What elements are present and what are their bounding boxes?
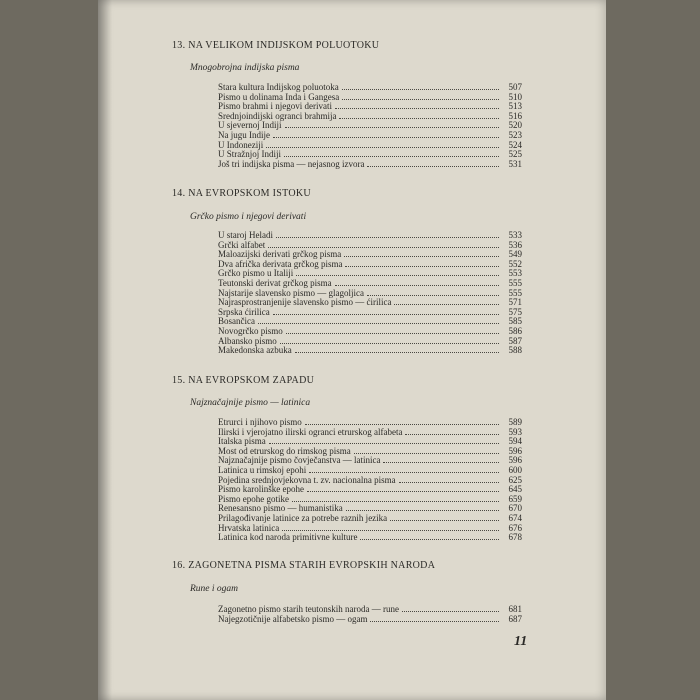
dot-leader xyxy=(292,495,499,502)
chapter-heading: 15. NA EVROPSKOM ZAPADU xyxy=(172,375,315,386)
toc-entry-title: Most od etrurskog do rimskog pisma xyxy=(218,445,351,456)
toc-entry-page: 510 xyxy=(508,91,522,102)
dot-leader xyxy=(367,160,499,167)
toc-entry-page: 687 xyxy=(508,613,522,624)
toc-entry-title: Renesansno pismo — humanistika xyxy=(218,503,343,514)
dot-leader xyxy=(402,605,499,612)
toc-entry-title: U sjevernoj Indiji xyxy=(218,120,282,131)
toc-entry-title: Italska pisma xyxy=(218,436,266,447)
dot-leader xyxy=(284,150,499,157)
toc-entry-page: 533 xyxy=(508,230,522,240)
dot-leader xyxy=(399,476,499,483)
toc-entry-title: Dva afrička derivata grčkog pisma xyxy=(218,258,343,269)
toc-entry-page: 520 xyxy=(508,120,522,131)
toc-entry-page: 681 xyxy=(508,604,522,614)
toc-entry-list xyxy=(218,605,522,624)
toc-entry-page: 596 xyxy=(508,455,522,466)
dot-leader xyxy=(282,524,499,531)
toc-entry-page: 513 xyxy=(508,101,522,112)
toc-entry xyxy=(218,131,522,141)
chapter-subtitle: Mnogobrojna indijska pisma xyxy=(190,63,300,73)
toc-entry-page: 552 xyxy=(508,258,522,269)
dot-leader xyxy=(258,317,499,324)
dot-leader xyxy=(307,485,499,492)
toc-entry-page: 575 xyxy=(508,306,522,317)
toc-entry-title: Grčki alfabet xyxy=(218,239,266,250)
dot-leader xyxy=(339,112,499,119)
toc-entry-page: 587 xyxy=(508,335,522,346)
toc-entry-page: 594 xyxy=(508,436,522,447)
dot-leader xyxy=(286,327,499,334)
toc-entry-title: Najstarije slavensko pismo — glagoljica xyxy=(218,287,364,298)
dot-leader xyxy=(269,437,499,444)
toc-entry xyxy=(218,615,522,625)
toc-entry-title: Najznačajnije pismo čovječanstva — latinica xyxy=(218,455,381,466)
toc-entry-page: 678 xyxy=(508,532,522,543)
dot-leader xyxy=(335,279,499,286)
dot-leader xyxy=(370,615,499,622)
toc-entry-title: Pismo epohe gotike xyxy=(218,493,289,504)
dot-leader xyxy=(268,241,499,248)
toc-entry-title: Zagonetno pismo starih teutonskih naroda — rune xyxy=(218,604,399,614)
toc-entry-title: Najrasprostranjenije slavensko pismo — ćirilica xyxy=(218,297,392,308)
toc-entry-title: Novogrčko pismo xyxy=(218,325,283,336)
dot-leader xyxy=(273,308,499,315)
toc-entry-title: Prilagođivanje latinice za potrebe raznih jezika xyxy=(218,512,388,523)
toc-entry-page: 600 xyxy=(508,464,522,475)
dot-leader xyxy=(266,141,499,148)
dot-leader xyxy=(344,250,499,257)
dot-leader xyxy=(354,447,499,454)
toc-entry-page: 625 xyxy=(508,474,522,485)
page-number: 11 xyxy=(514,634,528,649)
dot-leader xyxy=(285,121,500,128)
toc-entry-page: 536 xyxy=(508,239,522,250)
toc-entry-page: 524 xyxy=(508,139,522,150)
toc-entry-title: U staroj Heladi xyxy=(218,230,273,240)
toc-entry-page: 585 xyxy=(508,316,522,327)
toc-entry-page: 674 xyxy=(508,512,522,523)
toc-entry-list xyxy=(218,418,522,543)
toc-entry-title: Stara kultura Indijskog poluotoka xyxy=(218,82,339,92)
dot-leader xyxy=(335,102,499,109)
toc-entry-title: Teutonski derivat grčkog pisma xyxy=(218,277,332,288)
toc-entry-page: 586 xyxy=(508,325,522,336)
dot-leader xyxy=(280,337,499,344)
toc-entry-page: 589 xyxy=(508,417,522,427)
toc-entry-title: Pismo brahmi i njegovi derivati xyxy=(218,101,332,112)
toc-entry-title: Još tri indijska pisma — nejasnog izvora xyxy=(218,158,365,169)
dot-leader xyxy=(295,346,499,353)
toc-entry-page: 525 xyxy=(508,149,522,160)
toc-entry-page: 531 xyxy=(508,158,522,169)
toc-entry-page: 596 xyxy=(508,445,522,456)
chapter-heading: 16. ZAGONETNA PISMA STARIH EVROPSKIH NARODA xyxy=(172,560,436,571)
chapter-subtitle: Najznačajnije pismo — latinica xyxy=(190,398,311,408)
toc-entry-page: 659 xyxy=(508,493,522,504)
toc-entry-title: Latinica u rimskoj epohi xyxy=(218,464,307,475)
toc-entry-page: 645 xyxy=(508,484,522,495)
toc-entry-title: Pojedina srednjovjekovna t. zv. nacionalna pisma xyxy=(218,474,396,485)
toc-entry-page: 553 xyxy=(508,268,522,279)
dot-leader xyxy=(309,466,499,473)
dot-leader xyxy=(342,93,499,100)
chapter-subtitle: Grčko pismo i njegovi derivati xyxy=(190,212,307,222)
toc-entry-title: Albansko pismo xyxy=(218,335,277,346)
dot-leader xyxy=(390,514,499,521)
dot-leader xyxy=(296,269,499,276)
toc-entry-title: Hrvatska latinica xyxy=(218,522,280,533)
toc-entry-list xyxy=(218,231,522,356)
dot-leader xyxy=(276,231,499,238)
toc-entry-page: 507 xyxy=(508,82,522,92)
toc-entry xyxy=(218,160,522,170)
toc-entry-page: 588 xyxy=(508,345,522,356)
dot-leader xyxy=(345,260,499,267)
book-page xyxy=(98,0,606,700)
toc-entry xyxy=(218,346,522,356)
toc-entry-title: Grčko pismo u Italiji xyxy=(218,268,294,279)
toc-entry-list xyxy=(218,83,522,169)
toc-entry-page: 571 xyxy=(508,297,522,308)
toc-entry-title: Najegzotičnije alfabetsko pismo — ogam xyxy=(218,613,368,624)
dot-leader xyxy=(405,428,499,435)
dot-leader xyxy=(346,504,499,511)
toc-entry-page: 670 xyxy=(508,503,522,514)
toc-entry-title: Latinica kod naroda primitivne kulture xyxy=(218,532,358,543)
toc-entry-page: 555 xyxy=(508,277,522,288)
toc-entry-page: 555 xyxy=(508,287,522,298)
toc-entry-title: Srpska ćirilica xyxy=(218,306,270,317)
toc-entry-title: Pismo karolinške epohe xyxy=(218,484,304,495)
dot-leader xyxy=(305,418,499,425)
dot-leader xyxy=(394,298,499,305)
toc-entry-title: Srednjoindijski ogranci brahmija xyxy=(218,110,337,121)
toc-entry-page: 516 xyxy=(508,110,522,121)
toc-entry-title: U Stražnjoj Indiji xyxy=(218,149,281,160)
toc-entry-title: U Indoneziji xyxy=(218,139,264,150)
toc-entry-title: Makedonska azbuka xyxy=(218,345,292,356)
toc-entry-title: Pismo u dolinama Inda i Gangesa xyxy=(218,91,340,102)
toc-entry xyxy=(218,533,522,543)
chapter-heading: 14. NA EVROPSKOM ISTOKU xyxy=(172,188,311,199)
toc-entry-page: 549 xyxy=(508,249,522,260)
toc-entry-title: Etrurci i njihovo pismo xyxy=(218,417,302,427)
toc-entry-title: Ilirski i vjerojatno ilirski ogranci etrurskog alfabeta xyxy=(218,426,403,437)
chapter-heading: 13. NA VELIKOM INDIJSKOM POLUOTOKU xyxy=(172,40,380,51)
chapter-subtitle: Rune i ogam xyxy=(190,584,239,594)
dot-leader xyxy=(273,131,499,138)
toc-entry-title: Na jugu Indije xyxy=(218,129,270,140)
toc-entry xyxy=(218,308,522,318)
dot-leader xyxy=(367,289,499,296)
dot-leader xyxy=(383,456,499,463)
dot-leader xyxy=(342,83,499,90)
toc-entry-page: 523 xyxy=(508,129,522,140)
toc-entry-page: 676 xyxy=(508,522,522,533)
toc-entry-page: 593 xyxy=(508,426,522,437)
dot-leader xyxy=(360,533,499,540)
book-gutter-shadow xyxy=(98,0,112,700)
toc-entry-title: Maloazijski derivati grčkog pisma xyxy=(218,249,342,260)
toc-entry-title: Bosančica xyxy=(218,316,255,327)
